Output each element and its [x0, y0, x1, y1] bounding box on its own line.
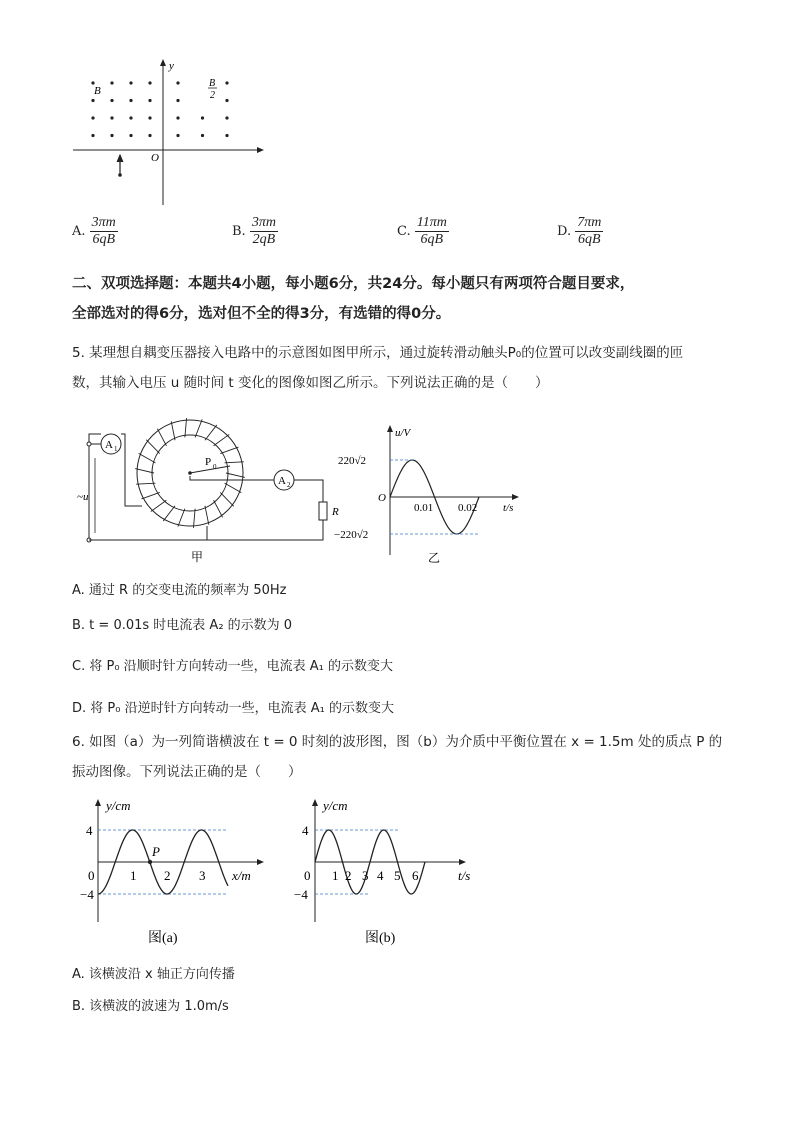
b-tick-5: 5 [394, 868, 401, 883]
b-zero: 0 [304, 868, 311, 883]
b-bottom-value: −4 [294, 887, 308, 902]
yi-y-label: u/V [395, 427, 411, 439]
a-tick-1: 1 [130, 868, 137, 883]
y-label: y [169, 60, 174, 72]
field-dot [176, 99, 179, 102]
field-dot [176, 134, 179, 137]
yi-tick-1: 0.01 [414, 502, 434, 514]
coil-turn [178, 509, 185, 527]
b-tick-2: 2 [345, 868, 352, 883]
field-dot [110, 134, 113, 137]
figure-yi-caption: 乙 [428, 551, 441, 565]
b-y-label: y/cm [323, 798, 348, 813]
svg-text:A: A [105, 439, 113, 451]
field-dot [110, 116, 113, 119]
wave-graph-a [78, 792, 278, 952]
figure-jia-caption: 甲 [191, 550, 204, 564]
field-dot [110, 99, 113, 102]
field-dot [91, 116, 94, 119]
field-dot [225, 81, 228, 84]
field-dot [225, 99, 228, 102]
coil-turn [135, 469, 154, 473]
coil-turn [142, 492, 160, 498]
a-x-label: x/m [232, 868, 251, 883]
coil-turn [171, 421, 175, 440]
q5-option-d[interactable]: D. 将 P₀ 沿逆时针方向转动一些，电流表 A₁ 的示数变大 [72, 701, 394, 716]
svg-text:1: 1 [114, 445, 118, 453]
b-label: B [94, 85, 101, 97]
q5-option-b[interactable]: B. t = 0.01s 时电流表 A₂ 的示数为 0 [72, 618, 293, 633]
coil-turn [225, 462, 244, 463]
section-2-heading: 二、双项选择题：本题共4小题，每小题6分，共24分。每小题只有两项符合题目要求， 全部选对的得6分，选对但不全的得3分，有选错的得0分。 [72, 276, 635, 322]
input-wire-bottom [89, 526, 207, 540]
field-dot [176, 116, 179, 119]
coil-turn [214, 434, 230, 445]
q6-option-b[interactable]: B. 该横波的波速为 1.0m/s [72, 999, 229, 1014]
yi-tick-2: 0.02 [458, 502, 478, 514]
output-wire-bottom [207, 520, 323, 540]
a-tick-3: 3 [199, 868, 206, 883]
b-tick-6: 6 [412, 868, 419, 883]
a-top-value: 4 [86, 823, 93, 838]
input-voltage-label: ~u [77, 491, 89, 503]
coil-turn [163, 506, 175, 521]
b-tick-3: 3 [362, 868, 369, 883]
coil-turn [136, 483, 155, 484]
field-dot [148, 134, 151, 137]
field-dot [91, 99, 94, 102]
b-tick-1: 1 [332, 868, 339, 883]
svg-text:2: 2 [287, 481, 291, 489]
transformer-circuit-figure [75, 418, 350, 568]
a-tick-2: 2 [164, 868, 171, 883]
field-dot [129, 134, 132, 137]
origin-label: O [151, 152, 159, 164]
coil-turn [214, 500, 223, 517]
coil-turn [139, 453, 156, 463]
coil-turn [157, 429, 166, 446]
q4-option-a[interactable]: A. $\frac{3\pi m}{6qB}$ [72, 215, 116, 247]
b-x-label: t/s [458, 868, 471, 883]
q5-option-a[interactable]: A. 通过 R 的交变电流的频率为 50Hz [72, 583, 287, 598]
b-tick-labels [332, 868, 419, 883]
field-dot [225, 116, 228, 119]
figure-b-caption: 图(b) [365, 931, 396, 946]
q4-option-b[interactable]: B. $\frac{3\pi m}{2qB}$ [232, 215, 276, 247]
field-dot [129, 116, 132, 119]
question-5-stem: 5. 某理想自耦变压器接入电路中的示意图如图甲所示，通过旋转滑动触头P₀的位置可以改变副线圈的匝 数，其输入电压 u 随时间 t 变化的图像如图乙所示。下列说法正确的是（ ） [72, 345, 684, 391]
resistor-r [319, 502, 327, 520]
b-tick-4: 4 [377, 868, 384, 883]
coil-turn [205, 506, 209, 525]
q5-option-c[interactable]: C. 将 P₀ 沿顺时针方向转动一些，电流表 A₁ 的示数变大 [72, 659, 394, 674]
svg-text:0: 0 [213, 463, 217, 471]
yi-bottom-value: −220√2 [334, 529, 369, 541]
coil-turn [195, 419, 202, 437]
field-dot [225, 134, 228, 137]
output-wire-top [190, 476, 275, 480]
coil-turn [220, 447, 238, 453]
yi-top-value: 220√2 [338, 455, 367, 467]
question-6-stem: 6. 如图（a）为一列简谐横波在 t = 0 时刻的波形图，图（b）为介质中平衡位置在 x = 1.5m 处的质点 P 的 振动图像。下列说法正确的是（ ） [72, 734, 723, 780]
yi-origin: O [378, 492, 386, 504]
point-p-label: P [152, 844, 160, 859]
half-b-num: B [209, 78, 216, 89]
coil-turn [205, 425, 217, 440]
field-dot [110, 81, 113, 84]
field-dot [148, 81, 151, 84]
q6-option-a[interactable]: A. 该横波沿 x 轴正方向传播 [72, 967, 235, 982]
yi-x-label: t/s [503, 502, 514, 514]
field-dot [176, 81, 179, 84]
particle [118, 173, 122, 177]
field-dot [148, 116, 151, 119]
field-dot [129, 81, 132, 84]
vibration-graph-b [290, 792, 490, 952]
slider-p0-label: P [205, 456, 212, 468]
field-dot [201, 134, 204, 137]
field-dots-right [176, 81, 228, 137]
q4-option-d[interactable]: D. $\frac{7\pi m}{6qB}$ [557, 215, 602, 247]
coil-turn [220, 492, 233, 506]
b-top-value: 4 [302, 823, 309, 838]
coil-turn [146, 440, 159, 454]
voltage-time-graph [334, 420, 528, 570]
coil-turn [193, 509, 195, 528]
field-dot [129, 99, 132, 102]
field-dot [201, 116, 204, 119]
figure-a-caption: 图(a) [148, 931, 178, 946]
coil-turn [226, 473, 245, 477]
field-dot [91, 134, 94, 137]
point-p [148, 860, 152, 864]
magnetic-field-figure [65, 55, 275, 210]
a-y-label: y/cm [106, 798, 131, 813]
coil-turn [185, 418, 187, 437]
resistor-label: R [332, 506, 339, 518]
a-bottom-value: −4 [80, 887, 94, 902]
half-b-den: 2 [210, 90, 215, 101]
field-dot [148, 99, 151, 102]
q4-option-c[interactable]: C. $\frac{11\pi m}{6qB}$ [397, 215, 447, 247]
svg-text:A: A [278, 475, 286, 487]
a-zero: 0 [88, 868, 95, 883]
coil-turn [151, 500, 167, 511]
coil-turn [225, 483, 242, 493]
